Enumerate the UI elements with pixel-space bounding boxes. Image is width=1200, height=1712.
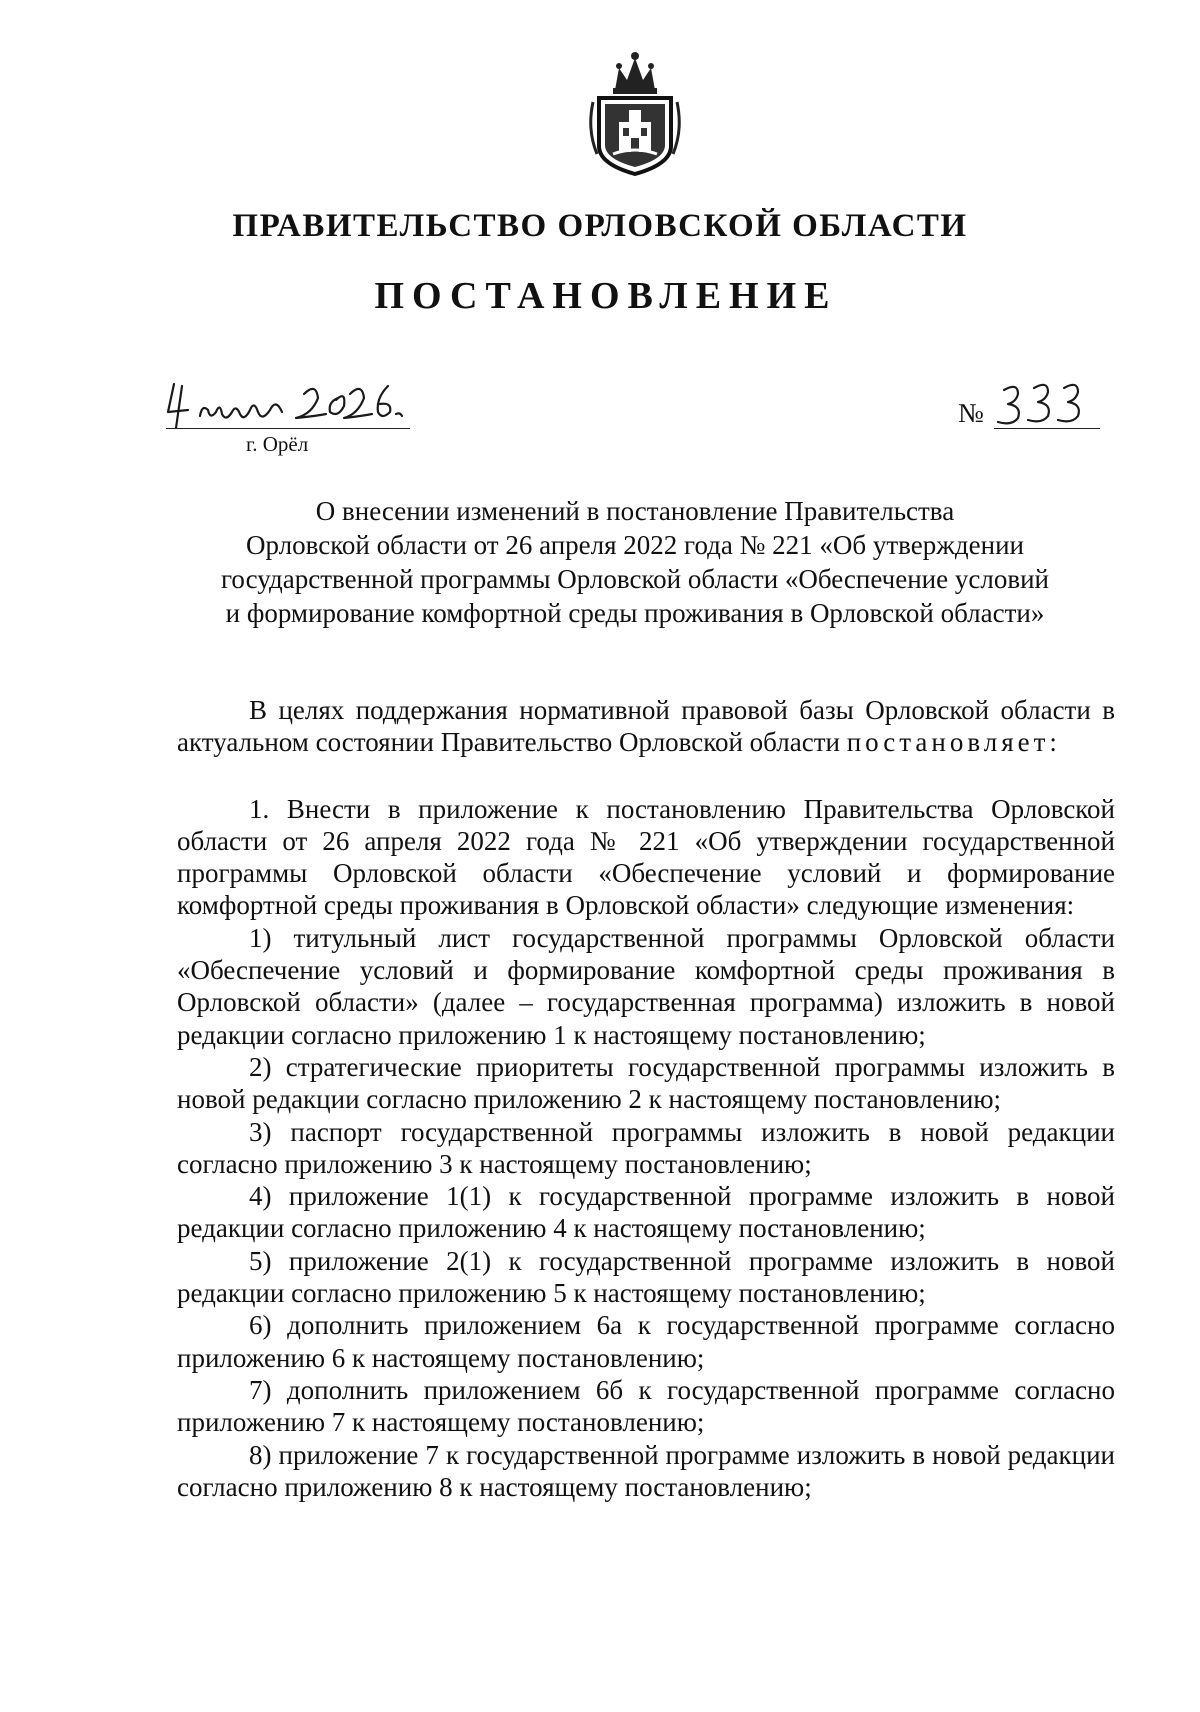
subitem-8: 8) приложение 7 к государственной программе изложить в новой редакции согласно приложению 8 к настоящему постановлению; (177, 1439, 1115, 1502)
handwritten-date (166, 376, 410, 434)
subitem-3: 3) паспорт государственной программы изложить в новой редакции согласно приложению 3 к настоящему постановлению; (177, 1116, 1115, 1179)
subitem-1: 1) титульный лист государственной программы Орловской области «Обеспечение условий и формирование комфортной среды проживания в Орловской области» (далее – государственная программа) изложить в новой редакции согласно приложению 1 к настоящему постановлению; (177, 922, 1115, 1050)
subject-line: и формирование комфортной среды проживания в Орловской области» (225, 598, 1045, 628)
number-underline (994, 428, 1100, 429)
intro-paragraph (177, 694, 1115, 759)
city-label: г. Орёл (246, 432, 309, 456)
coat-of-arms-emblem (585, 50, 685, 178)
item-1: 1. Внести в приложение к постановлению Правительства Орловской области от 26 апреля 2022 года № 221 «Об утверждении государственной программы Орловской области «Обеспечение условий и формирование комфортной среды проживания в Орловской области» следующие изменения: (177, 793, 1115, 921)
handwritten-number (990, 380, 1095, 430)
date-underline (166, 428, 410, 429)
subitem-5: 5) приложение 2(1) к государственной программе изложить в новой редакции согласно приложению 5 к настоящему постановлению; (177, 1245, 1115, 1309)
decree-type-title: ПОСТАНОВЛЕНИЕ (374, 275, 838, 317)
subject-line: Орловской области от 26 апреля 2022 года № 221 «Об утверждении (246, 530, 1024, 560)
subitem-2: 2) стратегические приоритеты государственной программы изложить в новой редакции согласно приложению 2 к настоящему постановлению; (177, 1051, 1115, 1115)
subitem-6: 6) дополнить приложением 6а к государственной программе согласно приложению 6 к настоящему постановлению; (177, 1310, 1115, 1373)
intro-verb: постановляет: (846, 727, 1061, 758)
intro-text: В целях поддержания нормативной правовой базы Орловской области в актуальном состоянии Правительство Орловской области (177, 695, 1115, 758)
subitem-4: 4) приложение 1(1) к государственной программе изложить в новой редакции согласно приложению 4 к настоящему постановлению; (177, 1181, 1115, 1244)
decree-body (177, 694, 1115, 1503)
government-title: ПРАВИТЕЛЬСТВО ОРЛОВСКОЙ ОБЛАСТИ (232, 208, 968, 244)
subitem-7: 7) дополнить приложением 6б к государственной программе согласно приложению 7 к настоящему постановлению; (177, 1374, 1115, 1438)
decree-subject (170, 494, 1100, 630)
number-label: № (958, 398, 984, 428)
subject-line: О внесении изменений в постановление Правительства (315, 496, 955, 526)
subject-line: государственной программы Орловской области «Обеспечение условий (221, 564, 1049, 594)
